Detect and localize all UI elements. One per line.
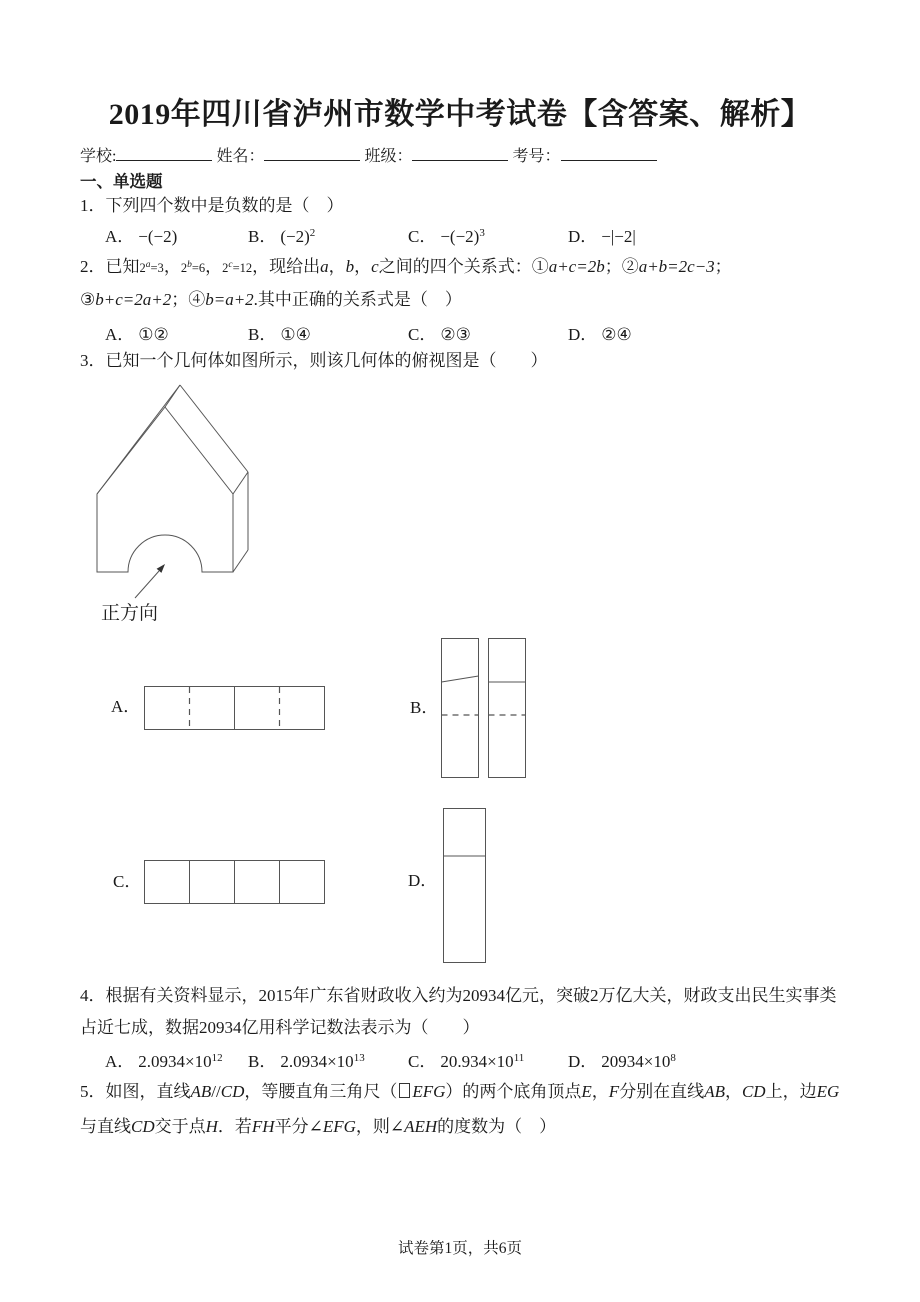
question-4-option-b (248, 1047, 408, 1072)
page-title: 2019年四川省泸州市数学中考试卷【含答案、解析】 (108, 98, 812, 131)
question-3-figure-area (80, 382, 840, 972)
question-3-stem: 3．已知一个几何体如图所示，则该几何体的俯视图是（ ） (80, 351, 548, 370)
question-3-option-d-figure (443, 808, 486, 963)
field-class (364, 148, 510, 165)
section-heading: 一、单选题 (80, 172, 163, 191)
option-value: −|−2| (601, 226, 636, 246)
question-1-option-b (248, 222, 408, 247)
field-exam-number-label: 考号： (512, 148, 561, 165)
question-2-option-a (105, 320, 248, 345)
question-1-option-d (568, 222, 840, 247)
question-4-line-2: 占近七成，数据20934亿用科学记数法表示为（ ） (80, 1018, 480, 1037)
question-3-option-c-figure (144, 860, 325, 904)
option-label: B． (248, 324, 277, 344)
field-exam-number-blank (561, 146, 657, 161)
question-2-option-b (248, 320, 408, 345)
field-class-blank (412, 146, 508, 161)
option-value: −(−2) (138, 226, 178, 246)
option-value: $-(-2)^3$ (440, 226, 485, 246)
question-5-line-1: 5．如图，直线AB//CD，等腰直角三角尺（ EFG）的两个底角顶点E，F分别在直线AB，CD上，边EG (80, 1082, 840, 1101)
question-2-options (80, 316, 840, 348)
option-label: A． (105, 1051, 135, 1071)
question-3-option-b-label: B． (410, 698, 439, 717)
direction-label: 正方向 (101, 603, 159, 624)
question-3-option-c-label: C． (113, 872, 142, 891)
field-class-label: 班级： (364, 148, 413, 165)
question-2-option-d (568, 320, 840, 345)
field-exam-number (512, 148, 658, 165)
question-4-options (80, 1044, 840, 1074)
option-label: B． (248, 1051, 277, 1071)
option-value: $20.934\times 10^{11}$ (440, 1051, 525, 1071)
option-label: C． (408, 324, 437, 344)
question-3-option-a-label: A． (111, 697, 141, 716)
field-name-blank (264, 146, 360, 161)
question-4-option-c (408, 1047, 568, 1072)
option-label: A． (105, 324, 135, 344)
field-name (216, 148, 362, 165)
field-school-blank (116, 146, 212, 161)
question-1-stem: 1．下列四个数中是负数的是（ ） (80, 196, 344, 215)
question-1-options (80, 219, 840, 249)
option-value: ②③ (440, 324, 471, 344)
question-4-option-d (568, 1047, 840, 1072)
question-5-line-2: 与直线CD交于点H．若FH平分∠EFG，则∠AEH的度数为（ ） (80, 1117, 557, 1136)
option-value: $2.0934\times 10^{12}$ (138, 1051, 223, 1071)
field-school-label: 学校: (80, 148, 117, 165)
field-name-label: 姓名： (216, 148, 265, 165)
option-value: ①④ (280, 324, 311, 344)
option-label: D． (568, 226, 598, 246)
option-label: D． (568, 324, 598, 344)
option-value: ②④ (601, 324, 632, 344)
option-label: A． (105, 226, 135, 246)
option-label: B． (248, 226, 277, 246)
question-4-option-a (105, 1047, 248, 1072)
option-value: $(-2)^2$ (280, 226, 316, 246)
option-label: C． (408, 1051, 437, 1071)
option-value: $20934\times 10^8$ (601, 1051, 676, 1071)
question-4 (80, 980, 840, 1074)
page-footer: 试卷第1页，共6页 (397, 1240, 522, 1257)
option-value: ①② (138, 324, 169, 344)
question-2-line-2: ③b+c=2a+2；④b=a+2.其中正确的关系式是（ ） (80, 290, 462, 309)
direction-arrow-icon (135, 564, 165, 598)
question-1-option-c (408, 222, 568, 247)
question-1-option-a (105, 222, 248, 247)
option-label: C． (408, 226, 437, 246)
question-2-line-1: 2．已知$2^a=3$，$2^b=6$，$2^c=12$，现给出a，b，c之间的四个关系式：①a+c=2b；②a+b=2c−3； (80, 257, 732, 276)
option-value: $2.0934\times 10^{13}$ (280, 1051, 365, 1071)
geometry-solid-figure (88, 382, 263, 627)
question-2-option-c (408, 320, 568, 345)
question-4-line-1: 4．根据有关资料显示，2015年广东省财政收入约为20934亿元，突破2万亿大关，财政支出民生实事类 (80, 986, 837, 1005)
question-3-option-a-figure (144, 686, 325, 730)
header-fields (80, 146, 840, 168)
question-3-option-b-figure (441, 638, 526, 778)
question-3-option-d-label: D． (408, 871, 438, 890)
field-school (80, 148, 214, 165)
option-label: D． (568, 1051, 598, 1071)
